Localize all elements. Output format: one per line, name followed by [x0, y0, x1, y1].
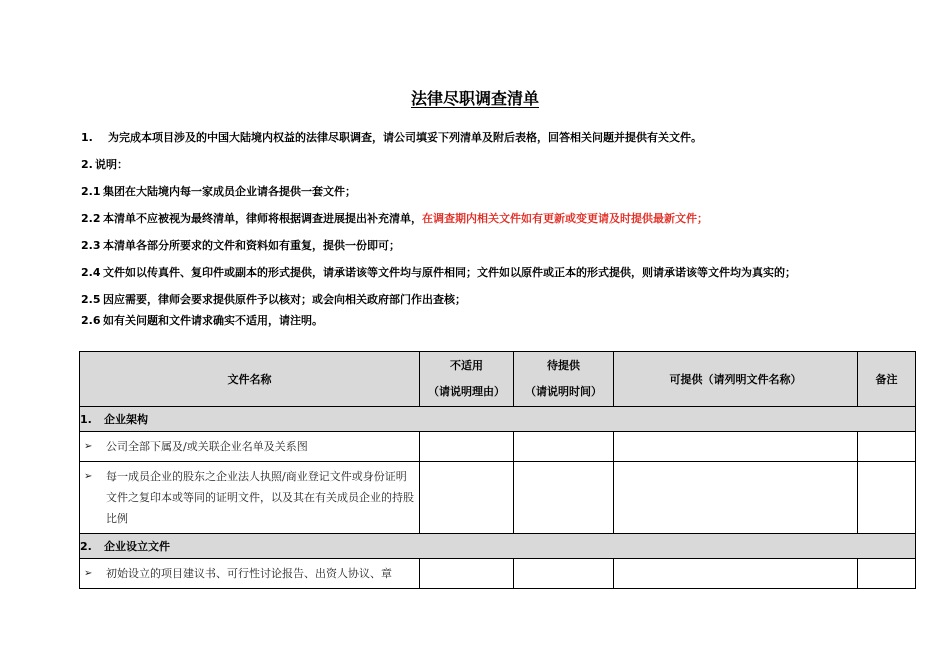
- remarks-cell[interactable]: [858, 432, 916, 462]
- checklist-table: [79, 351, 916, 589]
- not-applicable-cell[interactable]: [420, 559, 514, 589]
- document-name-cell: ➢ 公司全部下属及/或关联企业名单及关系图: [80, 432, 420, 462]
- available-cell[interactable]: [614, 462, 858, 534]
- intro-item-2-4: 2.4 文件如以传真件、复印件或副本的形式提供，请承诺该等文件均与原件相同；文件如以原件或正本的形式提供，则请承诺该等文件均为真实的；: [81, 266, 796, 279]
- intro-item-2-5: 2.5 因应需要，律师会要求提供原件予以核对；或会向相关政府部门作出查核；: [81, 293, 466, 306]
- not-applicable-cell[interactable]: [420, 462, 514, 534]
- pending-cell[interactable]: [514, 559, 614, 589]
- pending-cell[interactable]: [514, 462, 614, 534]
- header-not-applicable: 不适用 （请说明理由）: [420, 352, 514, 407]
- remarks-cell[interactable]: [858, 462, 916, 534]
- document-name-cell: ➢ 初始设立的项目建议书、可行性讨论报告、出资人协议、章: [80, 559, 420, 589]
- table-row: [80, 432, 916, 462]
- arrowhead-bullet-icon: ➢: [84, 441, 93, 452]
- available-cell[interactable]: [614, 559, 858, 589]
- intro-item-2-1: 2.1 集团在大陆境内每一家成员企业请各提供一套文件；: [81, 185, 356, 198]
- document-name-cell: ➢ 每一成员企业的股东之企业法人执照/商业登记文件或身份证明文件之复印本或等同的证明文件，以及其在有关成员企业的持股比例: [80, 462, 420, 534]
- intro-paragraph-1: 1. 为完成本项目涉及的中国大陆境内权益的法律尽职调查，请公司填妥下列清单及附后表格，回答相关问题并提供有关文件。: [81, 131, 702, 144]
- pending-cell[interactable]: [514, 432, 614, 462]
- section-row-1: 1. 企业架构: [80, 407, 916, 432]
- header-remarks: 备注: [858, 352, 916, 407]
- header-available: 可提供（请列明文件名称）: [614, 352, 858, 407]
- arrowhead-bullet-icon: ➢: [84, 568, 93, 579]
- table-row: [80, 559, 916, 589]
- not-applicable-cell[interactable]: [420, 432, 514, 462]
- header-document-name: 文件名称: [80, 352, 420, 407]
- header-pending: 待提供 （请说明时间）: [514, 352, 614, 407]
- remarks-cell[interactable]: [858, 559, 916, 589]
- highlight-text: 在调查期内相关文件如有更新或变更请及时提供最新文件；: [422, 212, 708, 225]
- intro-item-2-6: 2.6 如有关问题和文件请求确实不适用，请注明。: [81, 314, 323, 327]
- intro-paragraph-2: 2. 说明：: [81, 158, 128, 171]
- arrowhead-bullet-icon: ➢: [84, 471, 93, 482]
- table-row: [80, 462, 916, 534]
- intro-item-2-3: 2.3 本清单各部分所要求的文件和资料如有重复，提供一份即可；: [81, 239, 400, 252]
- intro-item-2-2: 2.2 本清单不应被视为最终清单，律师将根据调查进展提出补充清单，在调查期内相关文件如有更新或变更请及时提供最新文件；: [81, 212, 708, 225]
- available-cell[interactable]: [614, 432, 858, 462]
- section-row-2: 2. 企业设立文件: [80, 534, 916, 559]
- table-header-row: [80, 352, 916, 407]
- page-title: 法律尽职调查清单: [410, 89, 539, 108]
